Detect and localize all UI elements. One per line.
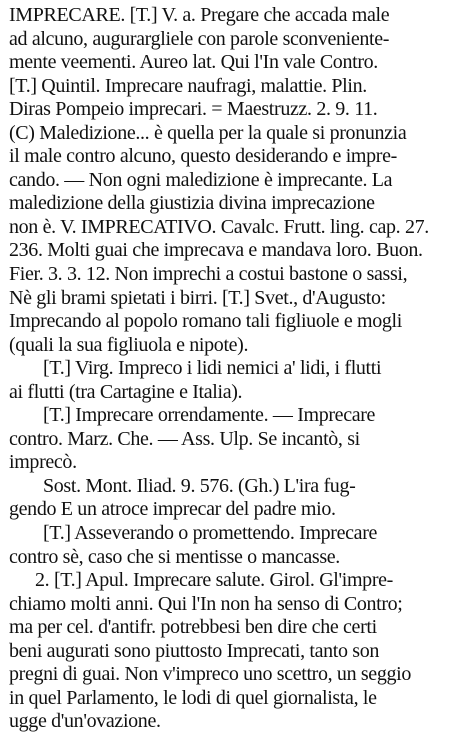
text-line-25: 2. [T.] Apul. Imprecare salute. Girol. Gl'impre- xyxy=(35,569,393,592)
text-line-9: maledizione della giustizia divina imprecazione xyxy=(9,192,375,215)
text-line-31: ugge d'un'ovazione. xyxy=(9,710,161,733)
text-line-7: il male contro alcuno, questo desiderando e impre- xyxy=(9,145,397,168)
text-line-13: Nè gli brami spietati i birri. [T.] Svet., d'Augusto: xyxy=(9,286,386,309)
text-line-28: beni augurati sono piuttosto Imprecati, tanto son xyxy=(9,639,379,662)
text-line-10: non è. V. IMPRECATIVO. Cavalc. Frutt. ling. cap. 27. xyxy=(9,215,429,238)
text-line-6: (C) Maledizione... è quella per la quale si pronunzia xyxy=(9,121,407,144)
text-line-18: [T.] Imprecare orrendamente. — Imprecare xyxy=(43,404,376,427)
text-line-3: mente veementi. Aureo lat. Qui l'In vale Contro. xyxy=(9,51,378,74)
text-line-24: contro sè, caso che si mentisse o mancasse. xyxy=(9,545,340,568)
text-line-20: imprecò. xyxy=(9,451,77,474)
text-line-5: Diras Pompeio imprecari. = Maestruzz. 2. 9. 11. xyxy=(9,98,378,121)
text-line-8: cando. — Non ogni maledizione è imprecante. La xyxy=(9,168,393,191)
text-line-23: [T.] Asseverando o promettendo. Imprecare xyxy=(43,522,378,545)
text-line-21: Sost. Mont. Iliad. 9. 576. (Gh.) L'ira fug- xyxy=(43,474,356,497)
text-line-30: in quel Parlamento, le lodi di quel giornalista, le xyxy=(9,686,377,709)
text-line-22: gendo E un atroce imprecar del padre mio. xyxy=(9,498,336,521)
text-line-16: [T.] Virg. Impreco i lidi nemici a' lidi, i flutti xyxy=(43,357,382,380)
text-line-17: ai flutti (tra Cartagine e Italia). xyxy=(9,380,243,403)
text-line-14: Imprecando al popolo romano tali figliuole e mogli xyxy=(9,310,402,333)
text-line-15: (quali la sua figliuola e nipote). xyxy=(9,333,249,356)
text-line-26: chiamo molti anni. Qui l'In non ha senso di Contro; xyxy=(9,592,403,615)
text-line-1: IMPRECARE. [T.] V. a. Pregare che accada male xyxy=(9,4,390,26)
text-line-27: ma per cel. d'antifr. potrebbesi ben dire che certi xyxy=(9,616,377,639)
text-line-12: Fier. 3. 3. 12. Non imprechi a costui bastone o sassi, xyxy=(9,263,408,286)
text-line-19: contro. Marz. Che. — Ass. Ulp. Se incantò, si xyxy=(9,427,360,450)
text-line-29: pregni di guai. Non v'impreco uno scettro, un seggio xyxy=(9,663,411,686)
text-line-2: ad alcuno, augurargliele con parole sconveniente- xyxy=(9,27,390,50)
text-line-4: [T.] Quintil. Imprecare naufragi, malattie. Plin. xyxy=(9,74,367,97)
text-line-11: 236. Molti guai che imprecava e mandava loro. Buon. xyxy=(9,239,423,262)
